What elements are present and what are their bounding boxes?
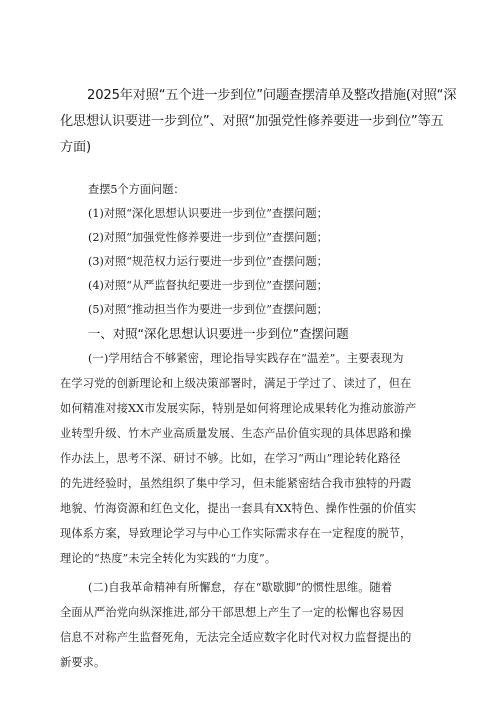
document-body (60, 178, 460, 675)
section-heading: 一、对照“深化思想认识要进一步到位”查摆问题 (88, 326, 349, 341)
paragraph-line: 全面从严治党向纵深推进,部分干部思想上产生了一定的松懈也容易因 (60, 606, 404, 619)
paragraph-line: 信息不对称产生监督死角，无法完全适应数字化时代对权力监督提出的 (60, 631, 412, 644)
paragraph-line: 地貌、竹海资源和红色文化，提出一套具有XX特色、操作性强的价值实 (60, 502, 417, 515)
paragraph-2 (60, 575, 460, 675)
paragraph-line: 的先进经验时，虽然组织了集中学习，但未能紧密结合我市独特的丹霞 (60, 477, 412, 490)
paragraph-line: 作办法上，思考不深、研讨不够。比如，在学习“两山”理论转化路径 (60, 452, 401, 465)
paragraph-1 (60, 346, 460, 571)
title-line-3: 方面) (60, 140, 91, 155)
paragraph-line (60, 346, 460, 371)
issue-list (60, 202, 460, 322)
paragraph-line: 在学习党的创新理论和上级决策部署时，满足于学过了、读过了，但在 (60, 377, 412, 390)
issue-item: (4)对照“从严监督执纪要进一步到位”查摆问题； (88, 279, 328, 292)
paragraph-line: 如何精准对接XX市发展实际，特别是如何将理论成果转化为推动旅游产 (60, 402, 417, 415)
intro-text: 查摆5个方面问题： (88, 183, 185, 196)
paragraph-line (60, 575, 460, 600)
paragraph-line: 理论的“热度”未完全转化为实践的“力度”。 (60, 552, 277, 565)
issue-item: (5)对照“推动担当作为要进一步到位”查摆问题； (88, 303, 328, 316)
paragraph-line: 现体系方案，导致理论学习与中心工作实际需求存在一定程度的脱节， (60, 527, 412, 540)
paragraph-line: 业转型升级、竹木产业高质量发展、生态产品价值实现的具体思路和操 (60, 427, 412, 440)
paragraph-line-text: (二)自我革命精神有所懈怠，存在“歇歇脚”的惯性思维。随着 (88, 581, 393, 594)
document-title (60, 83, 460, 161)
paragraph-line: 新要求。 (60, 656, 106, 669)
paragraph-line-text: (一)学用结合不够紧密，理论指导实践存在“温差”。主要表现为 (88, 352, 404, 365)
issue-item: (3)对照“规范权力运行要进一步到位”查摆问题； (88, 255, 328, 268)
issue-item: (2)对照“加强党性修养要进一步到位”查摆问题； (88, 231, 328, 244)
title-line-1-text: 2025年对照“五个进一步到位”问题查摆清单及整改措施(对照“深 (87, 88, 457, 103)
title-line-2: 化思想认识要进一步到位”、对照“加强党性修养要进一步到位”等五 (60, 114, 444, 129)
title-line-1 (60, 83, 460, 109)
issue-item: (1)对照“深化思想认识要进一步到位”查摆问题； (88, 207, 328, 220)
